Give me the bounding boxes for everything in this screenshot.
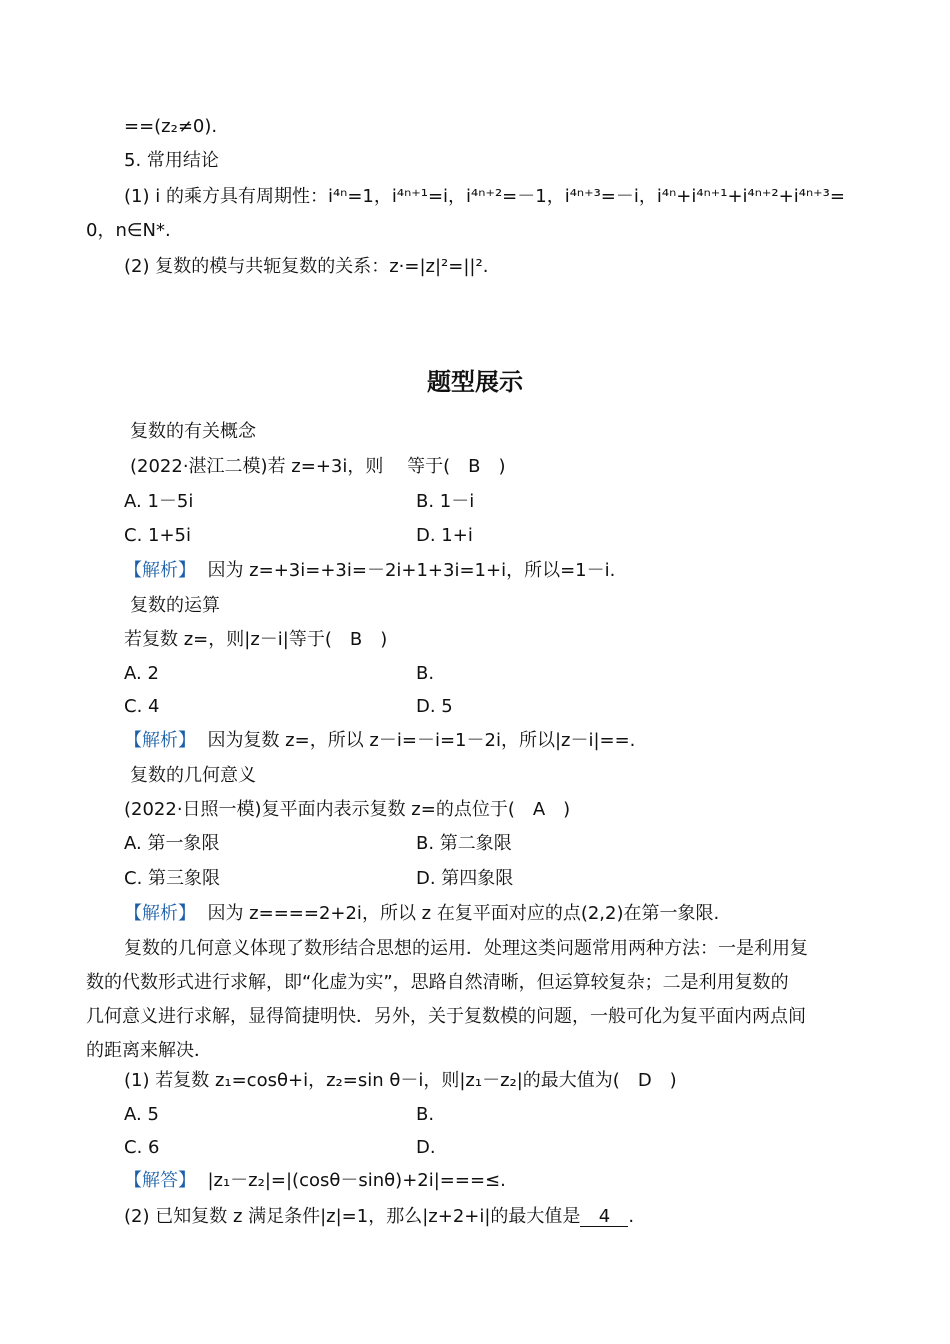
- q2-option-c: C. 4: [124, 696, 160, 717]
- note-line-4: 的距离来解决．: [86, 1040, 212, 1061]
- note-line-2: 数的代数形式进行求解，即“化虚为实”，思路自然清晰，但运算较复杂；二是利用复数的: [86, 972, 789, 993]
- q3-option-d: D. 第四象限: [416, 868, 514, 889]
- q2-solution-tag: 【解析】: [124, 730, 196, 751]
- fraction-formula-line: ==(z₂≠0).: [124, 116, 218, 137]
- q3-option-b: B. 第二象限: [416, 833, 512, 854]
- q4-option-b: B.: [416, 1104, 435, 1125]
- q1-option-b: B. 1－i: [416, 491, 475, 512]
- q5-stem-end: .: [628, 1206, 635, 1227]
- q1-stem: (2022·湛江二模)若 z=+3i，则 等于( B ): [130, 456, 506, 477]
- q2-solution: [124, 730, 635, 752]
- q1-solution: [124, 560, 615, 582]
- q1-solution-tag: 【解析】: [124, 560, 196, 581]
- q3-option-c: C. 第三象限: [124, 868, 221, 889]
- conclusion-1-line-a: (1) i 的乘方具有周期性：i⁴ⁿ=1，i⁴ⁿ⁺¹=i，i⁴ⁿ⁺²=－1，i⁴ⁿ⁺³=－i，i⁴ⁿ+i⁴ⁿ⁺¹+i⁴ⁿ⁺²+i⁴ⁿ⁺³=: [124, 186, 845, 207]
- note-line-3: 几何意义进行求解，显得简捷明快．另外，关于复数模的问题，一般可化为复平面内两点间: [86, 1006, 806, 1027]
- q2-topic: 复数的运算: [130, 595, 220, 616]
- q4-solution-text: |z₁－z₂|=|(cosθ－sinθ)+2i|===≤.: [207, 1170, 506, 1191]
- q1-topic: 复数的有关概念: [130, 421, 256, 442]
- conclusion-1-line-b: 0，n∈N*.: [86, 220, 171, 241]
- q3-solution-tag: 【解析】: [124, 903, 196, 924]
- conclusion-2: (2) 复数的模与共轭复数的关系：z·=|z|²=||².: [124, 256, 489, 277]
- q2-option-b: B.: [416, 663, 435, 684]
- q1-solution-text: 因为 z=+3i=+3i=－2i+1+3i=1+i，所以=1－i.: [207, 560, 616, 581]
- q4-solution-tag: 【解答】: [124, 1170, 196, 1191]
- q4-stem: (1) 若复数 z₁=cosθ+i，z₂=sin θ－i，则|z₁－z₂|的最大值为( D ): [124, 1070, 677, 1091]
- q5-answer-blank: 4: [580, 1208, 628, 1227]
- note-line-1: 复数的几何意义体现了数形结合思想的运用．处理这类问题常用两种方法：一是利用复: [124, 938, 808, 959]
- q3-solution: [124, 903, 719, 925]
- q5-stem-text: (2) 已知复数 z 满足条件|z|=1，那么|z+2+i|的最大值是: [124, 1206, 581, 1227]
- q4-solution: [124, 1170, 506, 1192]
- q3-option-a: A. 第一象限: [124, 833, 220, 854]
- q3-stem: (2022·日照一模)复平面内表示复数 z=的点位于( A ): [124, 799, 571, 820]
- q4-option-d: D.: [416, 1137, 436, 1158]
- q2-solution-text: 因为复数 z=，所以 z－i=－i=1－2i，所以|z－i|==.: [207, 730, 636, 751]
- q1-option-a: A. 1－5i: [124, 491, 194, 512]
- q5-stem: [124, 1206, 634, 1228]
- section-title: 题型展示: [427, 368, 523, 396]
- q3-topic: 复数的几何意义: [130, 765, 256, 786]
- q2-option-d: D. 5: [416, 696, 453, 717]
- q4-option-c: C. 6: [124, 1137, 160, 1158]
- q2-stem: 若复数 z=，则|z－i|等于( B ): [124, 629, 388, 650]
- q1-option-c: C. 1+5i: [124, 525, 191, 546]
- heading-common-conclusions: 5. 常用结论: [124, 150, 219, 171]
- q4-option-a: A. 5: [124, 1104, 159, 1125]
- q1-option-d: D. 1+i: [416, 525, 473, 546]
- q2-option-a: A. 2: [124, 663, 159, 684]
- q3-solution-text: 因为 z====2+2i，所以 z 在复平面对应的点(2,2)在第一象限.: [207, 903, 720, 924]
